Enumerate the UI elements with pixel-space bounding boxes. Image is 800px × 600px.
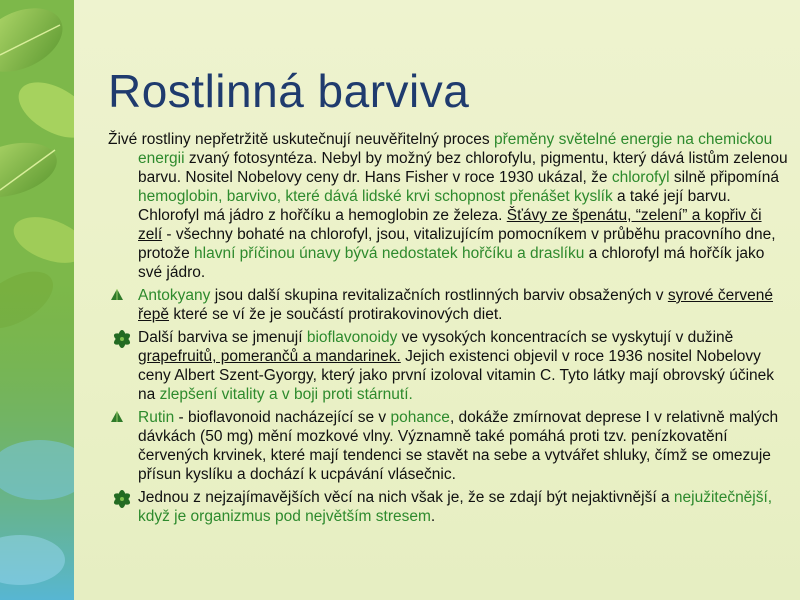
paragraph-text: Jednou z nejzajímavějších věcí na nich však je, že se zdají být nejaktivnější a	[138, 489, 674, 506]
bullet-bioflavonoids	[108, 328, 788, 404]
paragraph-text: které se ví že je součástí protirakovinových diet.	[169, 306, 503, 323]
paragraph-text: jsou další skupina revitalizačních rostlinných barviv obsažených v	[210, 287, 668, 304]
paragraph-text: - bioflavonoid nacházející se v	[174, 409, 391, 426]
slide-title: Rostlinná barviva	[108, 65, 470, 117]
paragraph-photosynthesis	[108, 130, 788, 282]
highlight-text: hemoglobin, barvivo, které dává lidské krvi schopnost přenášet kyslík	[138, 188, 613, 205]
leaf-bullet-icon	[108, 328, 136, 350]
leaf-bullet-icon	[108, 488, 136, 510]
slide-body	[108, 130, 788, 530]
highlight-text: zlepšení vitality a v boji proti stárnutí.	[159, 386, 413, 403]
leaf-bullet-icon-small	[110, 287, 124, 301]
bullet-stress	[108, 488, 788, 526]
highlight-text: Antokyany	[138, 287, 211, 304]
paragraph-text: a také její barvu. Chlorofyl má jádro z hořčíku a hemoglobin ze železa.	[138, 188, 731, 224]
highlight-text: nejužitečnější, když je organizmus pod největším stresem	[138, 489, 773, 525]
highlight-text: pohance	[390, 409, 450, 426]
paragraph-text: silně připomíná	[669, 169, 779, 186]
paragraph-text: .	[430, 508, 436, 525]
highlight-text: chlorofyl	[611, 169, 670, 186]
highlight-text: hlavní příčinou únavy bývá nedostatek hořčíku a draslíku	[194, 245, 585, 262]
underlined-text: syrové červené řepě	[138, 287, 773, 323]
highlight-text: Rutin	[138, 409, 175, 426]
underlined-text: grapefruitů, pomerančů a mandarinek.	[138, 348, 401, 365]
paragraph-text: ve vysokých koncentracích se vyskytují v dužině	[397, 329, 734, 346]
paragraph-text: - všechny bohaté na chlorofyl, jsou, vitalizujícím pomocníkem v průběhu pracovního dne, protože	[138, 226, 776, 262]
paragraph-text: zvaný fotosyntéza. Nebyl by možný bez chlorofylu, pigmentu, který dává listům zelenou barvu. Nositel Nobelovy ceny dr. Hans Fisher v roce 1930 ukázal, že	[138, 150, 788, 186]
paragraph-text: , dokáže zmírnovat deprese I v relativně malých dávkách (50 mg) mění mozkové vlny. Významně také pomáhá proti tzv. penízkovatění červených krvinek, které mají tendenci se stavět na sebe a vytvářet shluky, čímž se omezuje přísun kyslíku a dochází k ucpávání vlásečnic.	[138, 409, 779, 483]
leaf-sidebar-decoration	[0, 0, 74, 600]
leaf-pattern-image	[0, 0, 74, 600]
bullet-anthocyanins	[108, 286, 788, 324]
leaf-bullet-icon-small	[110, 409, 124, 423]
paragraph-text: Živé rostliny nepřetržitě uskutečnují neuvěřitelný proces	[108, 131, 494, 148]
bullet-rutin	[108, 408, 788, 484]
paragraph-text: Jejich existenci objevil v roce 1936 nositel Nobelovy ceny Albert Szent-Gyorgy, který jako první izoloval vitamin C. Tyto látky mají obrovský účinek na	[138, 348, 775, 403]
paragraph-text: Další barviva se jmenují	[138, 329, 307, 346]
paragraph-text: a chlorofyl má hořčík jako své jádro.	[138, 245, 765, 281]
highlight-text: přeměny světelné energie na chemickou energii	[138, 131, 773, 167]
underlined-text: Šťávy ze špenátu, “zelení” a kopřiv či zelí	[138, 207, 762, 243]
highlight-text: bioflavonoidy	[306, 329, 398, 346]
